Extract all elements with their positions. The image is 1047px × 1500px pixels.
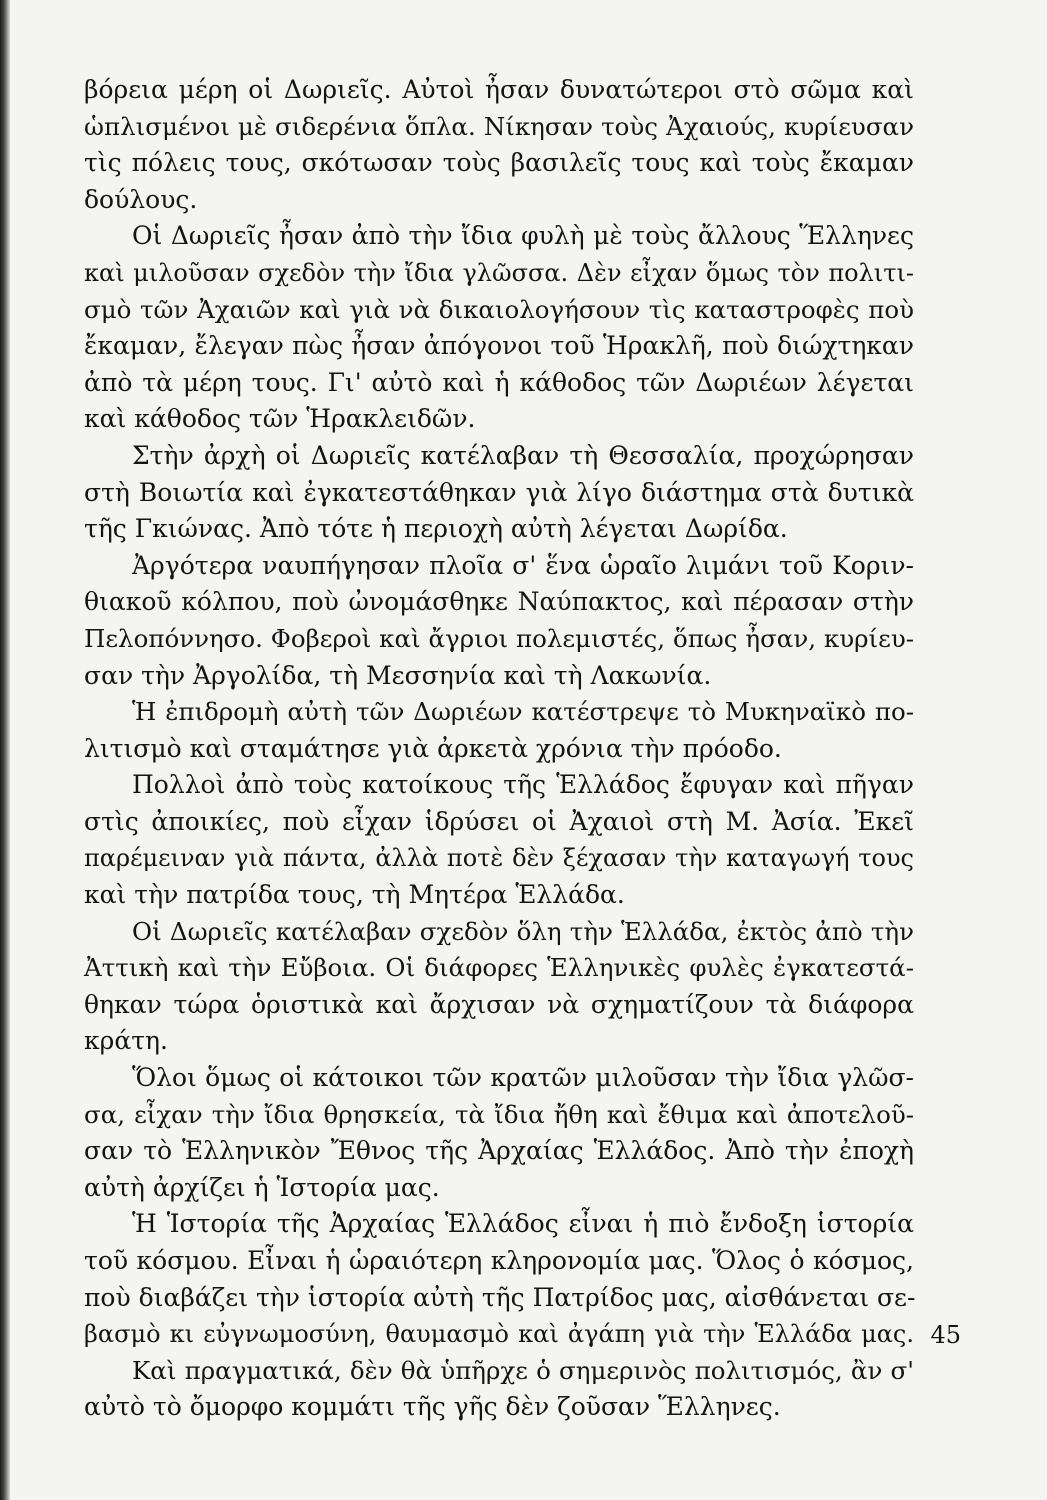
text-line: σαν τὸ Ἑλληνικὸν Ἔθνος τῆς Ἀρχαίας Ἑλλάδος. Ἀπὸ τὴν ἐποχὴ [84,1136,914,1166]
text-line: Στὴν ἀρχὴ οἱ Δωριεῖς κατέλαβαν τὴ Θεσσαλία, προχώρησαν [132,440,914,470]
binding-gutter-shadow [0,0,10,1500]
text-line: Πολλοὶ ἀπὸ τοὺς κατοίκους τῆς Ἑλλάδος ἔφυγαν καὶ πῆγαν [132,770,914,800]
text-line: Ἀττικὴ καὶ τὴν Εὔβοια. Οἱ διάφορες Ἑλληνικὲς φυλὲς ἐγκατεστά- [84,953,914,983]
text-line: ἔκαμαν, ἔλεγαν πὼς ἦσαν ἀπόγονοι τοῦ Ἡρακλῆ, ποὺ διώχτηκαν [84,331,914,361]
text-line: ἀπὸ τὰ μέρη τους. Γι' αὐτὸ καὶ ἡ κάθοδος τῶν Δωριέων λέγεται [84,367,914,397]
text-line: βασμὸ κι εὐγνωμοσύνη, θαυμασμὸ καὶ ἀγάπη γιὰ τὴν Ἑλλάδα μας. [84,1320,914,1349]
text-line: στὶς ἀποικίες, ποὺ εἶχαν ἱδρύσει οἱ Ἀχαιοὶ στὴ Μ. Ἀσία. Ἐκεῖ [84,806,914,836]
text-line: λιτισμὸ καὶ σταμάτησε γιὰ ἀρκετὰ χρόνια τὴν πρόοδο. [84,733,782,763]
text-line: θιακοῦ κόλπου, ποὺ ὠνομάσθηκε Ναύπακτος, καὶ πέρασαν στὴν [84,587,914,617]
text-line: θηκαν τώρα ὁριστικὰ καὶ ἄρχισαν νὰ σχηματίζουν τὰ διάφορα [84,989,914,1019]
text-line: σαν τὴν Ἀργολίδα, τὴ Μεσσηνία καὶ τὴ Λακωνία. [84,660,712,690]
text-line: Ἡ ἐπιδρομὴ αὐτὴ τῶν Δωριέων κατέστρεψε τὸ Μυκηναϊκὸ πο- [132,697,914,727]
text-line: τοῦ κόσμου. Εἶναι ἡ ὡραιότερη κληρονομία μας. Ὅλος ὁ κόσμος, [84,1246,914,1275]
text-line: Ἀργότερα ναυπήγησαν πλοῖα σ' ἕνα ὡραῖο λιμάνι τοῦ Κοριν- [132,550,914,580]
text-line: δούλους. [84,184,198,214]
text-line: Οἱ Δωριεῖς ἦσαν ἀπὸ τὴν ἴδια φυλὴ μὲ τοὺς ἄλλους Ἕλληνες [132,221,914,251]
text-line: ὡπλισμένοι μὲ σιδερένια ὅπλα. Νίκησαν τοὺς Ἀχαιούς, κυρίευσαν [84,111,914,141]
text-line: τῆς Γκιώνας. Ἀπὸ τότε ἡ περιοχὴ αὐτὴ λέγεται Δωρίδα. [84,514,788,544]
text-line: βόρεια μέρη οἱ Δωριεῖς. Αὐτοὶ ἦσαν δυνατώτεροι στὸ σῶμα καὶ [84,75,914,104]
page-body-text [84,72,914,1426]
text-line: παρέμειναν γιὰ πάντα, ἀλλὰ ποτὲ δὲν ξέχασαν τὴν καταγωγή τους [84,844,914,873]
text-line: τὶς πόλεις τους, σκότωσαν τοὺς βασιλεῖς τους καὶ τοὺς ἔκαμαν [84,148,914,178]
text-line: κράτη. [84,1026,168,1056]
text-line: Καὶ πραγματικά, δὲν θὰ ὑπῆρχε ὁ σημερινὸς πολιτισμός, ἂν σ' [132,1355,914,1385]
text-line: σα, εἶχαν τὴν ἴδια θρησκεία, τὰ ἴδια ἤθη καὶ ἔθιμα καὶ ἀποτελοῦ- [84,1099,914,1129]
text-line: Ἡ Ἱστορία τῆς Ἀρχαίας Ἑλλάδος εἶναι ἡ πιὸ ἔνδοξη ἱστορία [132,1209,914,1239]
text-line: αὐτὴ ἀρχίζει ἡ Ἱστορία μας. [84,1172,440,1202]
text-line: Οἱ Δωριεῖς κατέλαβαν σχεδὸν ὅλη τὴν Ἑλλάδα, ἐκτὸς ἀπὸ τὴν [132,916,914,946]
text-line: καὶ κάθοδος τῶν Ἡρακλειδῶν. [84,404,476,434]
text-line: Ὅλοι ὅμως οἱ κάτοικοι τῶν κρατῶν μιλοῦσαν τὴν ἴδια γλῶσ- [132,1063,914,1093]
page-number: 45 [930,1321,961,1349]
text-line: Πελοπόννησο. Φοβεροὶ καὶ ἄγριοι πολεμιστές, ὅπως ἦσαν, κυρίευ- [84,623,914,653]
text-line: στὴ Βοιωτία καὶ ἐγκατεστάθηκαν γιὰ λίγο διάστημα στὰ δυτικὰ [84,477,914,507]
text-line: σμὸ τῶν Ἀχαιῶν καὶ γιὰ νὰ δικαιολογήσουν τὶς καταστροφὲς ποὺ [84,294,914,324]
text-line: καὶ μιλοῦσαν σχεδὸν τὴν ἴδια γλῶσσα. Δὲν εἶχαν ὅμως τὸν πολιτι- [84,258,914,287]
text-line: καὶ τὴν πατρίδα τους, τὴ Μητέρα Ἑλλάδα. [84,880,625,910]
text-line: αὐτὸ τὸ ὄμορφο κομμάτι τῆς γῆς δὲν ζοῦσαν Ἕλληνες. [84,1392,781,1422]
text-line: ποὺ διαβάζει τὴν ἱστορία αὐτὴ τῆς Πατρίδος μας, αἰσθάνεται σε- [84,1282,916,1312]
